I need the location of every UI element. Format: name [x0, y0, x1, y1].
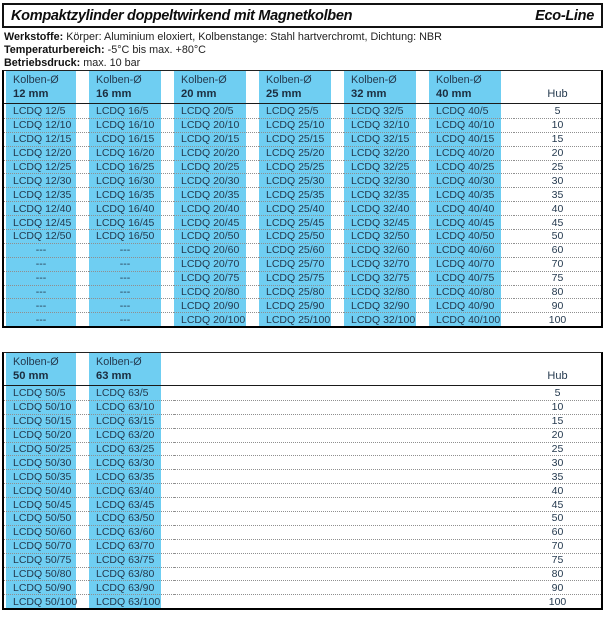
product-cell: LCDQ 16/30: [89, 173, 174, 187]
product-cell: LCDQ 20/60: [174, 243, 259, 257]
product-cell: LCDQ 16/5: [89, 104, 174, 118]
hub-cell: 25: [514, 442, 601, 456]
product-cell: LCDQ 25/25: [259, 160, 344, 174]
table-header-row: [4, 71, 601, 104]
leader-cell: [174, 442, 514, 456]
hub-column-header: Hub: [514, 353, 601, 386]
product-cell: LCDQ 40/60: [429, 243, 514, 257]
table-row: [4, 146, 601, 160]
table-row: [4, 442, 601, 456]
hub-cell: 20: [514, 428, 601, 442]
product-cell: LCDQ 40/20: [429, 146, 514, 160]
product-cell: LCDQ 12/15: [4, 132, 89, 146]
column-header-12mm: [4, 71, 89, 104]
product-cell: LCDQ 25/60: [259, 243, 344, 257]
hub-cell: 10: [514, 400, 601, 414]
table-row: [4, 567, 601, 581]
column-header-bore-size: 25 mm: [266, 88, 302, 100]
product-cell: LCDQ 32/80: [344, 285, 429, 299]
product-cell: LCDQ 20/100: [174, 312, 259, 326]
table-header-row: [4, 353, 601, 386]
product-cell: LCDQ 40/35: [429, 187, 514, 201]
product-cell: LCDQ 12/10: [4, 118, 89, 132]
product-cell: LCDQ 32/15: [344, 132, 429, 146]
hub-cell: 45: [514, 497, 601, 511]
hub-cell: 25: [514, 160, 601, 174]
product-cell: LCDQ 63/25: [89, 442, 174, 456]
product-cell: LCDQ 12/30: [4, 173, 89, 187]
column-header-kolben-label: Kolben-Ø: [181, 74, 227, 86]
product-cell: LCDQ 12/5: [4, 104, 89, 118]
product-cell: LCDQ 32/45: [344, 215, 429, 229]
product-cell: LCDQ 40/45: [429, 215, 514, 229]
page-title: Kompaktzylinder doppeltwirkend mit Magnetkolben: [11, 7, 353, 24]
product-cell: LCDQ 50/90: [4, 580, 89, 594]
product-cell: LCDQ 63/80: [89, 567, 174, 581]
product-cell: LCDQ 20/90: [174, 298, 259, 312]
dash-cell: ---: [89, 243, 174, 257]
column-header-bore-size: 20 mm: [181, 88, 217, 100]
product-cell: LCDQ 40/90: [429, 298, 514, 312]
product-cell: LCDQ 20/50: [174, 229, 259, 243]
product-cell: LCDQ 12/20: [4, 146, 89, 160]
product-cell: LCDQ 32/70: [344, 257, 429, 271]
specs-block: [4, 31, 442, 71]
product-cell: LCDQ 40/70: [429, 257, 514, 271]
column-header-16mm: [89, 71, 174, 104]
table-row: [4, 539, 601, 553]
column-header-32mm: [344, 71, 429, 104]
leader-cell: [174, 567, 514, 581]
hub-cell: 60: [514, 243, 601, 257]
column-header-40mm: [429, 71, 514, 104]
product-cell: LCDQ 50/30: [4, 455, 89, 469]
dash-cell: ---: [89, 257, 174, 271]
column-header-bore-size: 32 mm: [351, 88, 387, 100]
table-row: [4, 229, 601, 243]
column-header-50mm: [4, 353, 89, 386]
leader-cell: [174, 511, 514, 525]
hub-cell: 10: [514, 118, 601, 132]
product-cell: LCDQ 40/75: [429, 271, 514, 285]
hub-cell: 75: [514, 271, 601, 285]
column-header-kolben-label: Kolben-Ø: [96, 74, 142, 86]
hub-cell: 80: [514, 567, 601, 581]
product-cell: LCDQ 50/60: [4, 525, 89, 539]
product-cell: LCDQ 12/25: [4, 160, 89, 174]
product-cell: LCDQ 63/35: [89, 469, 174, 483]
product-cell: LCDQ 25/100: [259, 312, 344, 326]
hub-cell: 70: [514, 539, 601, 553]
product-cell: LCDQ 20/20: [174, 146, 259, 160]
hub-cell: 50: [514, 229, 601, 243]
spec-line-betriebsdruck: [4, 57, 442, 70]
table-row: [4, 594, 601, 608]
hub-cell: 45: [514, 215, 601, 229]
column-header-kolben-label: Kolben-Ø: [96, 356, 142, 368]
leader-cell: [174, 539, 514, 553]
product-cell: LCDQ 20/35: [174, 187, 259, 201]
hub-column-header: Hub: [514, 71, 601, 104]
table-row: [4, 386, 601, 400]
product-cell: LCDQ 20/10: [174, 118, 259, 132]
table-row: [4, 285, 601, 299]
product-cell: LCDQ 32/50: [344, 229, 429, 243]
product-cell: LCDQ 25/80: [259, 285, 344, 299]
column-header-kolben-label: Kolben-Ø: [351, 74, 397, 86]
product-cell: LCDQ 50/15: [4, 414, 89, 428]
product-cell: LCDQ 25/10: [259, 118, 344, 132]
product-cell: LCDQ 20/75: [174, 271, 259, 285]
product-cell: LCDQ 50/50: [4, 511, 89, 525]
spec-text: Körper: Aluminium eloxiert, Kolbenstange: Stahl hartverchromt, Dichtung: NBR: [63, 31, 442, 43]
table-row: [4, 469, 601, 483]
product-cell: LCDQ 12/40: [4, 201, 89, 215]
hub-cell: 20: [514, 146, 601, 160]
product-cell: LCDQ 50/75: [4, 553, 89, 567]
product-cell: LCDQ 25/40: [259, 201, 344, 215]
hub-cell: 60: [514, 525, 601, 539]
product-cell: LCDQ 32/10: [344, 118, 429, 132]
dash-cell: ---: [4, 312, 89, 326]
product-cell: LCDQ 40/100: [429, 312, 514, 326]
table-row: [4, 201, 601, 215]
product-cell: LCDQ 32/5: [344, 104, 429, 118]
spec-label: Betriebsdruck:: [4, 57, 81, 70]
table-row: [4, 104, 601, 118]
product-cell: LCDQ 16/50: [89, 229, 174, 243]
product-cell: LCDQ 50/70: [4, 539, 89, 553]
product-cell: LCDQ 32/100: [344, 312, 429, 326]
column-header-bore-size: 12 mm: [13, 88, 49, 100]
product-cell: LCDQ 63/5: [89, 386, 174, 400]
product-cell: LCDQ 50/10: [4, 400, 89, 414]
hub-cell: 75: [514, 553, 601, 567]
product-cell: LCDQ 40/80: [429, 285, 514, 299]
product-cell: LCDQ 25/15: [259, 132, 344, 146]
hub-cell: 40: [514, 483, 601, 497]
table-row: [4, 400, 601, 414]
product-cell: LCDQ 63/30: [89, 455, 174, 469]
table-row: [4, 312, 601, 326]
leader-cell: [174, 386, 514, 400]
leader-cell: [174, 483, 514, 497]
dash-cell: ---: [89, 271, 174, 285]
product-cell: LCDQ 16/10: [89, 118, 174, 132]
product-cell: LCDQ 25/35: [259, 187, 344, 201]
product-cell: LCDQ 20/45: [174, 215, 259, 229]
column-header-kolben-label: Kolben-Ø: [266, 74, 312, 86]
leader-cell: [174, 455, 514, 469]
dash-cell: ---: [4, 271, 89, 285]
leader-cell: [174, 580, 514, 594]
product-cell: LCDQ 25/20: [259, 146, 344, 160]
hub-cell: 70: [514, 257, 601, 271]
column-header-kolben-label: Kolben-Ø: [13, 356, 59, 368]
table-row: [4, 483, 601, 497]
leader-cell: [174, 469, 514, 483]
product-cell: LCDQ 16/20: [89, 146, 174, 160]
product-cell: LCDQ 20/40: [174, 201, 259, 215]
product-cell: LCDQ 25/30: [259, 173, 344, 187]
spec-label: Werkstoffe:: [4, 31, 64, 43]
product-cell: LCDQ 16/40: [89, 201, 174, 215]
table-row: [4, 553, 601, 567]
column-header-bore-size: 16 mm: [96, 88, 132, 100]
hub-cell: 15: [514, 414, 601, 428]
column-header-kolben-label: Kolben-Ø: [13, 74, 59, 86]
leader-cell: [174, 553, 514, 567]
column-header-kolben-label: Kolben-Ø: [436, 74, 482, 86]
leader-cell: [174, 414, 514, 428]
table-row: [4, 298, 601, 312]
table-row: [4, 187, 601, 201]
table-row: [4, 160, 601, 174]
product-cell: LCDQ 50/20: [4, 428, 89, 442]
product-cell: LCDQ 16/35: [89, 187, 174, 201]
product-cell: LCDQ 63/15: [89, 414, 174, 428]
hub-cell: 90: [514, 580, 601, 594]
product-cell: LCDQ 25/75: [259, 271, 344, 285]
product-cell: LCDQ 50/5: [4, 386, 89, 400]
table-row: [4, 414, 601, 428]
dash-cell: ---: [4, 257, 89, 271]
leader-cell: [174, 428, 514, 442]
product-cell: LCDQ 50/45: [4, 497, 89, 511]
product-cell: LCDQ 63/70: [89, 539, 174, 553]
product-cell: LCDQ 63/75: [89, 553, 174, 567]
product-cell: LCDQ 40/30: [429, 173, 514, 187]
table-row: [4, 173, 601, 187]
hub-cell: 90: [514, 298, 601, 312]
leader-cell: [174, 400, 514, 414]
dash-cell: ---: [4, 285, 89, 299]
product-cell: LCDQ 50/40: [4, 483, 89, 497]
product-cell: LCDQ 63/60: [89, 525, 174, 539]
spec-line-werkstoffe: [4, 31, 442, 44]
cylinder-table-bores-12-40: [2, 70, 603, 328]
product-cell: LCDQ 20/80: [174, 285, 259, 299]
hub-cell: 40: [514, 201, 601, 215]
product-cell: LCDQ 16/15: [89, 132, 174, 146]
hub-cell: 30: [514, 455, 601, 469]
product-cell: LCDQ 25/5: [259, 104, 344, 118]
table-row: [4, 257, 601, 271]
product-cell: LCDQ 50/25: [4, 442, 89, 456]
product-cell: LCDQ 20/30: [174, 173, 259, 187]
product-cell: LCDQ 20/15: [174, 132, 259, 146]
title-bar: [2, 3, 603, 28]
hub-cell: 50: [514, 511, 601, 525]
cylinder-table-bores-50-63: [2, 352, 603, 610]
hub-cell: 80: [514, 285, 601, 299]
product-cell: LCDQ 32/20: [344, 146, 429, 160]
hub-cell: 30: [514, 173, 601, 187]
hub-cell: 15: [514, 132, 601, 146]
product-cell: LCDQ 63/40: [89, 483, 174, 497]
product-cell: LCDQ 40/25: [429, 160, 514, 174]
product-cell: LCDQ 12/50: [4, 229, 89, 243]
product-cell: LCDQ 20/5: [174, 104, 259, 118]
hub-cell: 35: [514, 469, 601, 483]
dash-cell: ---: [4, 243, 89, 257]
product-cell: LCDQ 25/45: [259, 215, 344, 229]
product-cell: LCDQ 32/25: [344, 160, 429, 174]
table-row: [4, 132, 601, 146]
column-header-20mm: [174, 71, 259, 104]
product-cell: LCDQ 16/25: [89, 160, 174, 174]
product-cell: LCDQ 16/45: [89, 215, 174, 229]
dash-cell: ---: [89, 312, 174, 326]
dash-cell: ---: [89, 298, 174, 312]
spec-line-temperaturbereich: [4, 44, 442, 57]
product-cell: LCDQ 12/35: [4, 187, 89, 201]
leader-cell: [174, 594, 514, 608]
table-row: [4, 271, 601, 285]
product-cell: LCDQ 20/70: [174, 257, 259, 271]
product-cell: LCDQ 40/5: [429, 104, 514, 118]
spec-text: max. 10 bar: [80, 57, 141, 70]
product-cell: LCDQ 40/15: [429, 132, 514, 146]
column-header-63mm: [89, 353, 174, 386]
product-cell: LCDQ 63/45: [89, 497, 174, 511]
hub-cell: 100: [514, 594, 601, 608]
hub-cell: 100: [514, 312, 601, 326]
table-row: [4, 455, 601, 469]
product-cell: LCDQ 25/90: [259, 298, 344, 312]
column-header-bore-size: 50 mm: [13, 370, 49, 382]
table-row: [4, 118, 601, 132]
header-spacer: [174, 353, 514, 386]
product-cell: LCDQ 32/75: [344, 271, 429, 285]
product-cell: LCDQ 63/100: [89, 594, 174, 608]
product-cell: LCDQ 32/40: [344, 201, 429, 215]
product-cell: LCDQ 63/50: [89, 511, 174, 525]
table-row: [4, 580, 601, 594]
column-header-bore-size: 40 mm: [436, 88, 472, 100]
table-row: [4, 497, 601, 511]
product-cell: LCDQ 40/10: [429, 118, 514, 132]
table-row: [4, 243, 601, 257]
table-row: [4, 428, 601, 442]
dash-cell: ---: [4, 298, 89, 312]
table-row: [4, 215, 601, 229]
hub-cell: 5: [514, 386, 601, 400]
product-cell: LCDQ 20/25: [174, 160, 259, 174]
column-header-bore-size: 63 mm: [96, 370, 132, 382]
product-cell: LCDQ 63/20: [89, 428, 174, 442]
product-cell: LCDQ 32/60: [344, 243, 429, 257]
brand-label: Eco-Line: [535, 7, 594, 24]
hub-cell: 5: [514, 104, 601, 118]
product-cell: LCDQ 12/45: [4, 215, 89, 229]
product-cell: LCDQ 32/90: [344, 298, 429, 312]
dash-cell: ---: [89, 285, 174, 299]
product-cell: LCDQ 25/50: [259, 229, 344, 243]
spec-label: Temperaturbereich:: [4, 44, 105, 57]
hub-cell: 35: [514, 187, 601, 201]
product-cell: LCDQ 32/30: [344, 173, 429, 187]
column-header-25mm: [259, 71, 344, 104]
product-cell: LCDQ 25/70: [259, 257, 344, 271]
product-cell: LCDQ 50/80: [4, 567, 89, 581]
product-cell: LCDQ 40/50: [429, 229, 514, 243]
product-cell: LCDQ 63/90: [89, 580, 174, 594]
table-row: [4, 511, 601, 525]
leader-cell: [174, 497, 514, 511]
leader-cell: [174, 525, 514, 539]
spec-text: -5°C bis max. +80°C: [104, 44, 206, 57]
product-cell: LCDQ 63/10: [89, 400, 174, 414]
product-cell: LCDQ 50/35: [4, 469, 89, 483]
product-cell: LCDQ 50/100: [4, 594, 89, 608]
product-cell: LCDQ 40/40: [429, 201, 514, 215]
table-row: [4, 525, 601, 539]
product-cell: LCDQ 32/35: [344, 187, 429, 201]
